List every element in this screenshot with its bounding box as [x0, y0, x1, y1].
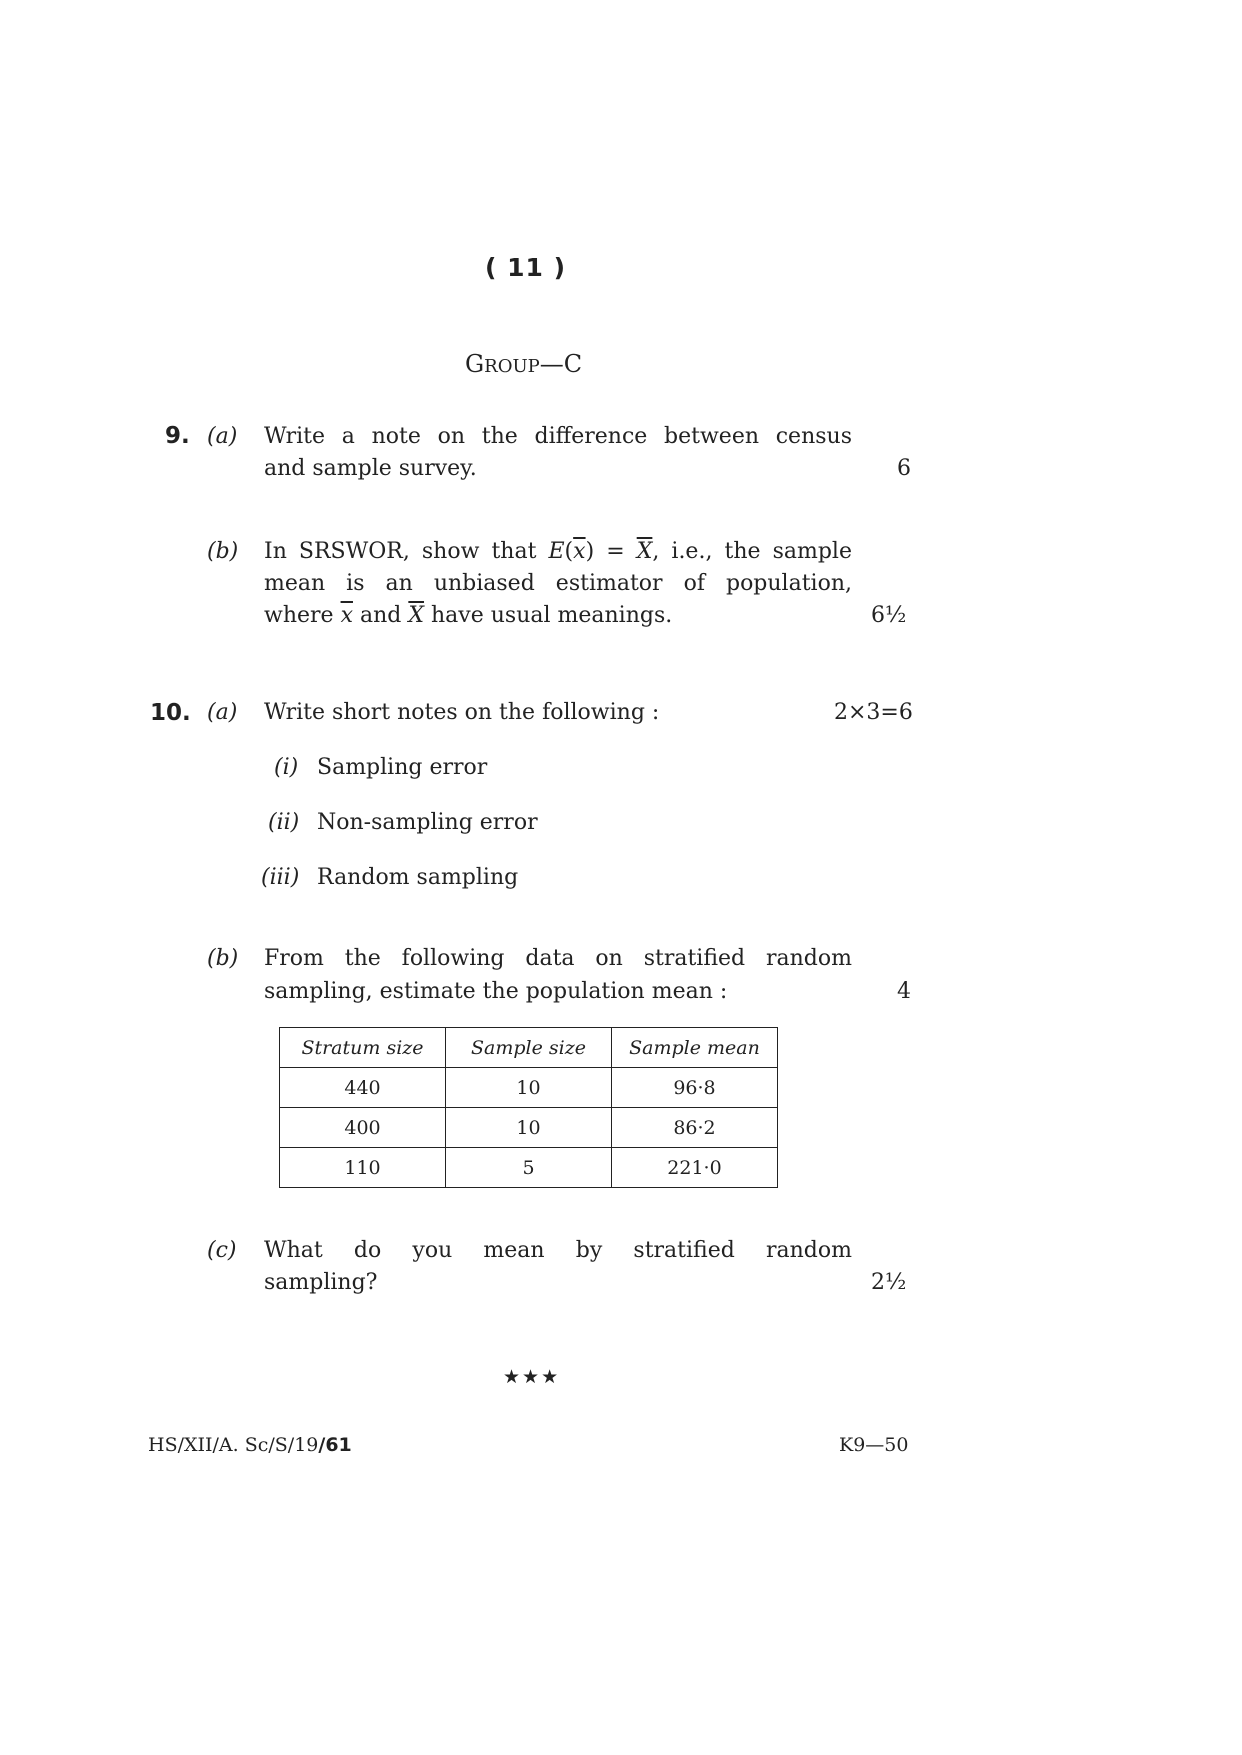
- question-9b-marks: 6½: [871, 603, 907, 628]
- table-header-sample-mean: Sample mean: [612, 1028, 778, 1068]
- end-of-paper-stars: ★★★: [503, 1366, 561, 1388]
- table-cell: 96·8: [612, 1068, 778, 1108]
- q9b-meanings: have usual meanings.: [424, 603, 673, 628]
- question-10b-label: (b): [207, 946, 239, 971]
- q9b-where: where: [264, 603, 341, 628]
- sample-mean-symbol: $\overline{x}$: [340, 603, 353, 628]
- note-item-1-label: (i): [274, 755, 299, 780]
- paper-code: [148, 1434, 352, 1456]
- question-10b-marks: 4: [897, 979, 911, 1004]
- note-item-2-text: Non-sampling error: [317, 810, 538, 835]
- page-number: ( 11 ): [485, 253, 567, 282]
- table-cell: 110: [280, 1148, 446, 1188]
- group-heading: [465, 350, 582, 378]
- table-cell: 86·2: [612, 1108, 778, 1148]
- q9b-text-b: , i.e., the sample: [652, 539, 852, 564]
- note-item-1-text: Sampling error: [317, 755, 488, 780]
- paper-code-prefix: HS/XII/A. Sc/S/19: [148, 1434, 319, 1456]
- q9b-and: and: [352, 603, 409, 628]
- question-10b-line1: From the following data on stratified random: [264, 946, 852, 971]
- population-mean-symbol: $\overline{X}$: [636, 539, 653, 564]
- table-header-row: [280, 1028, 778, 1068]
- group-heading-initial: G: [465, 350, 485, 378]
- note-item-3-label: (iii): [261, 865, 300, 890]
- table-row: [280, 1148, 778, 1188]
- question-9b-line1: [264, 539, 852, 564]
- question-9b-line2: mean is an unbiased estimator of population,: [264, 571, 852, 596]
- question-9-number: 9.: [165, 423, 190, 449]
- group-heading-smallcaps: ROUP: [484, 356, 540, 377]
- q9b-equals: ) =: [585, 539, 637, 564]
- question-10c-line1: What do you mean by stratified random: [264, 1238, 852, 1263]
- question-10a-label: (a): [207, 700, 238, 725]
- question-10a-line1: Write short notes on the following :: [264, 700, 660, 725]
- table-cell: 221·0: [612, 1148, 778, 1188]
- q9b-text-a: In SRSWOR, show that: [264, 539, 549, 564]
- question-10c-label: (c): [207, 1238, 237, 1263]
- group-heading-suffix: —C: [539, 350, 583, 378]
- table-cell: 5: [446, 1148, 612, 1188]
- table-cell: 10: [446, 1108, 612, 1148]
- question-9a-line1: Write a note on the difference between census: [264, 424, 852, 449]
- table-header-sample-size: Sample size: [446, 1028, 612, 1068]
- table-cell: 10: [446, 1068, 612, 1108]
- question-9a-marks: 6: [897, 456, 911, 481]
- table-row: [280, 1068, 778, 1108]
- note-item-2-label: (ii): [268, 810, 300, 835]
- question-10c-marks: 2½: [871, 1270, 907, 1295]
- question-9a-line2: and sample survey.: [264, 456, 477, 481]
- expectation-symbol: E: [548, 539, 565, 564]
- question-9a-label: (a): [207, 424, 238, 449]
- table-header-stratum-size: Stratum size: [280, 1028, 446, 1068]
- population-mean-symbol: $\overline{X}$: [408, 603, 425, 628]
- question-9b-line3: [264, 603, 672, 628]
- question-9b-label: (b): [207, 539, 239, 564]
- table-cell: 440: [280, 1068, 446, 1108]
- question-10a-marks: 2×3=6: [834, 700, 913, 725]
- note-item-3-text: Random sampling: [317, 865, 519, 890]
- stratified-data-table: [279, 1027, 778, 1188]
- question-10c-line2: sampling?: [264, 1270, 378, 1295]
- print-code: K9—50: [839, 1434, 909, 1456]
- sample-mean-symbol: $\overline{x}$: [573, 539, 586, 564]
- question-10-number: 10.: [150, 700, 191, 726]
- question-10b-line2: sampling, estimate the population mean :: [264, 979, 728, 1004]
- table-row: [280, 1108, 778, 1148]
- q9b-paren-open: (: [564, 539, 574, 564]
- paper-code-suffix: /61: [318, 1434, 352, 1456]
- table-cell: 400: [280, 1108, 446, 1148]
